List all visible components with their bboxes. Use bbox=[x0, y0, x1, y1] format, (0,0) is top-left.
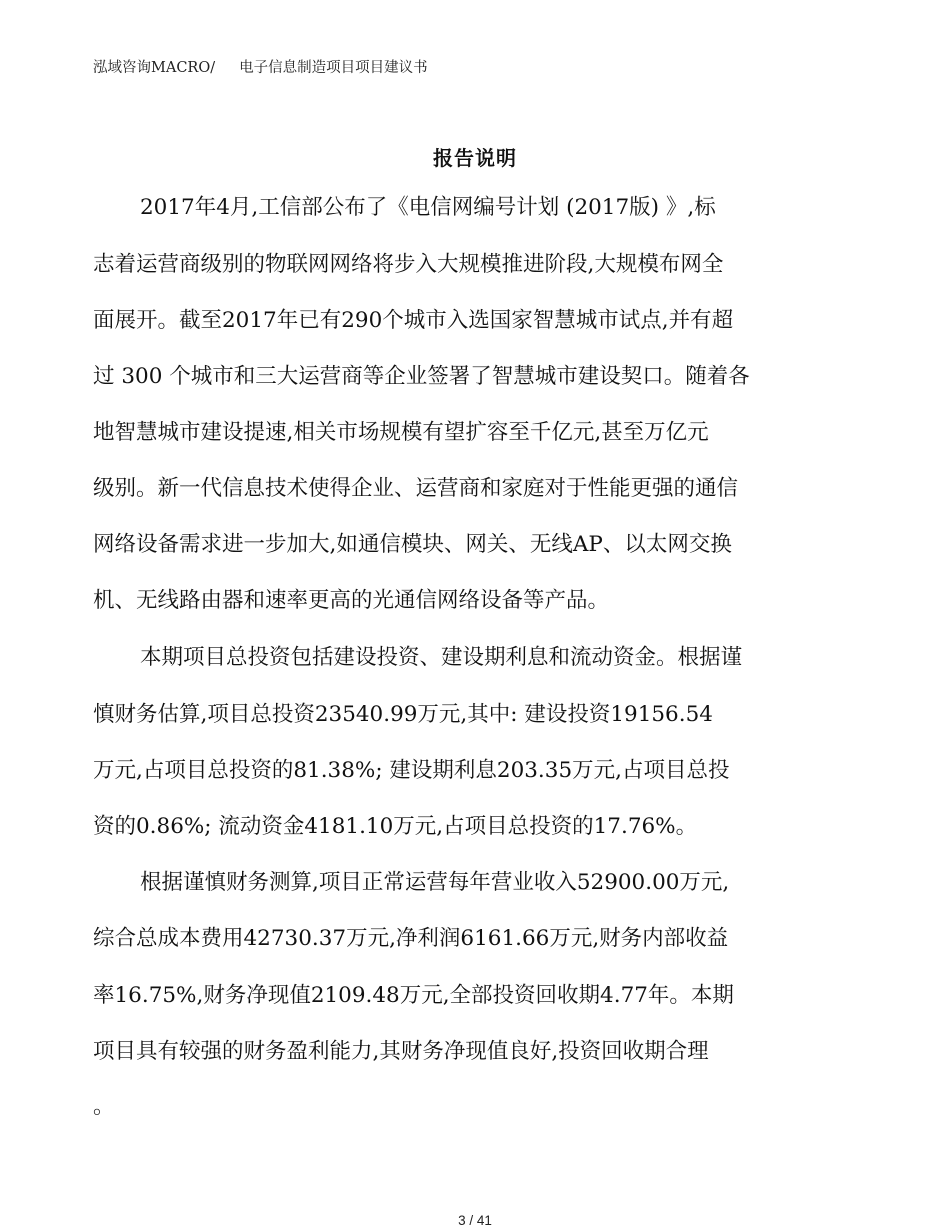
text-line: 根据谨慎财务测算,项目正常运营每年营业收入52900.00万元, bbox=[140, 870, 730, 895]
text-line: 面展开。截至2017年已有290个城市入选国家智慧城市试点,并有超 bbox=[93, 308, 734, 333]
text-line: 万元,占项目总投资的81.38%; 建设期利息203.35万元,占项目总投 bbox=[93, 758, 730, 783]
text-line: 。 bbox=[93, 1094, 115, 1119]
text-line: 资的0.86%; 流动资金4181.10万元,占项目总投资的17.76%。 bbox=[93, 814, 698, 839]
page-title: 报告说明 bbox=[433, 146, 517, 170]
text-line: 志着运营商级别的物联网网络将步入大规模推进阶段,大规模布网全 bbox=[93, 252, 724, 277]
text-line: 地智慧城市建设提速,相关市场规模有望扩容至千亿元,甚至万亿元 bbox=[93, 420, 709, 445]
text-line: 本期项目总投资包括建设投资、建设期利息和流动资金。根据谨 bbox=[140, 645, 743, 670]
text-line: 2017年4月,工信部公布了《电信网编号计划 (2017版) 》,标 bbox=[140, 195, 716, 220]
page-number: 3 / 41 bbox=[458, 1213, 492, 1228]
text-line: 综合总成本费用42730.37万元,净利润6161.66万元,财务内部收益 bbox=[93, 926, 729, 951]
text-line: 率16.75%,财务净现值2109.48万元,全部投资回收期4.77年。本期 bbox=[93, 983, 734, 1008]
text-line: 项目具有较强的财务盈利能力,其财务净现值良好,投资回收期合理 bbox=[93, 1039, 709, 1064]
header-doc-title: 电子信息制造项目项目建议书 bbox=[239, 60, 428, 76]
text-line: 机、无线路由器和速率更高的光通信网络设备等产品。 bbox=[93, 588, 610, 613]
header-company: 泓域咨询MACRO/ bbox=[93, 60, 216, 76]
page-header bbox=[93, 56, 428, 77]
text-line: 级别。新一代信息技术使得企业、运营商和家庭对于性能更强的通信 bbox=[93, 476, 739, 501]
text-line: 慎财务估算,项目总投资23540.99万元,其中: 建设投资19156.54 bbox=[93, 702, 713, 727]
text-line: 网络设备需求进一步加大,如通信模块、网关、无线AP、以太网交换 bbox=[93, 532, 732, 557]
text-line: 过 300 个城市和三大运营商等企业签署了智慧城市建设契口。随着各 bbox=[93, 364, 750, 389]
